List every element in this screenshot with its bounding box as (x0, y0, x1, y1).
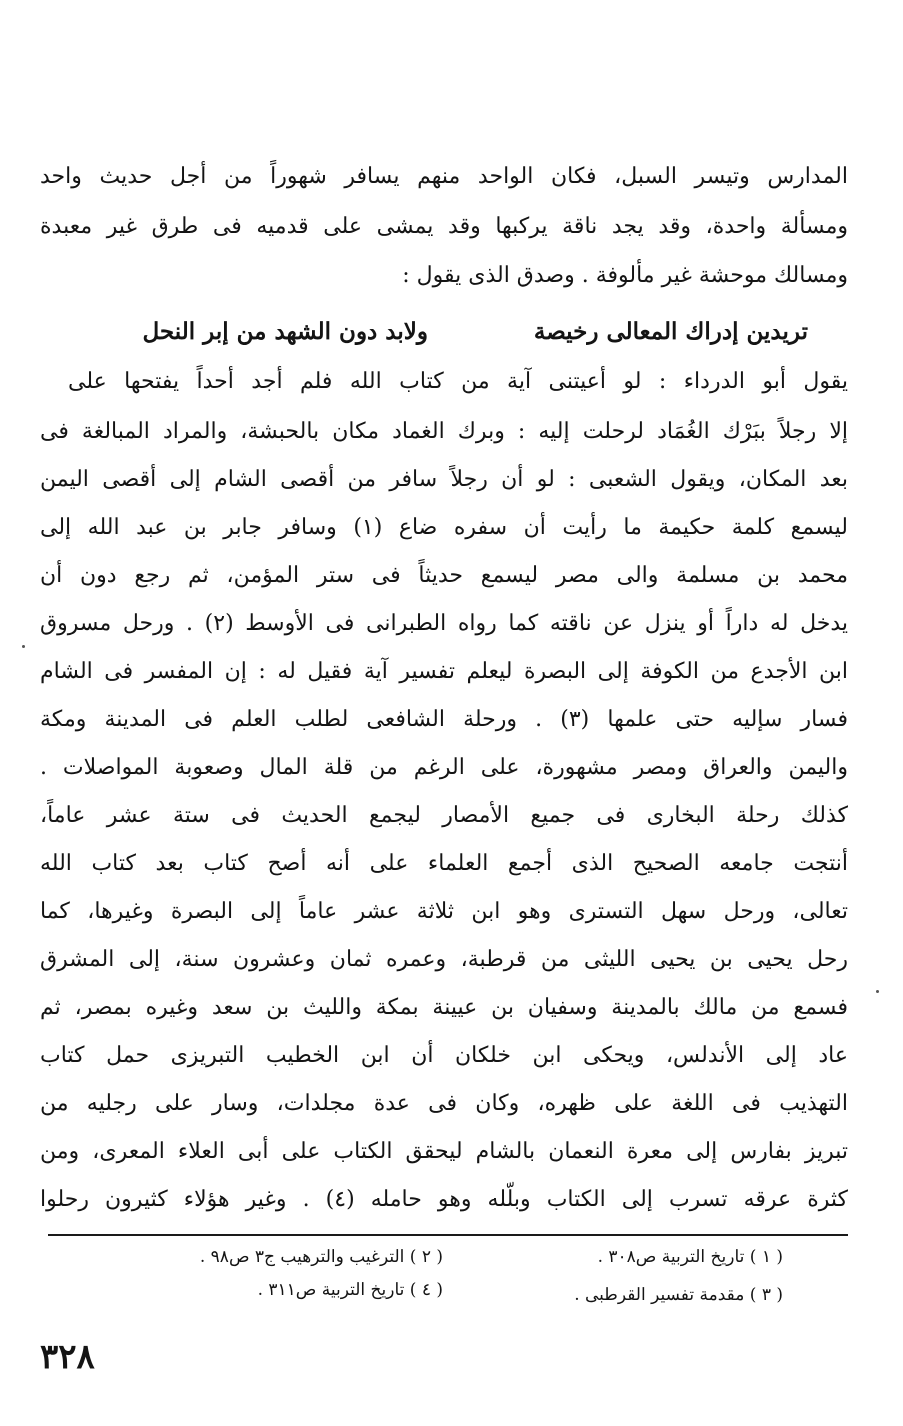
text-line: واليمن والعراق ومصر مشهورة، على الرغم من قلة المال وصعوبة المواصلات . (40, 755, 848, 780)
text-line: التهذيب فى اللغة على ظهره، وكان فى عدة مجلدات، وسار على رجليه من (40, 1091, 848, 1116)
text-line: إلا رجلاً ببَرْك الغُمَاد لرحلت إليه : وبرك الغماد مكان بالحبشة، والمراد المبالغة فى (40, 419, 848, 444)
text-line: فسمع من مالك بالمدينة وسفيان بن عيينة بمكة والليث بن سعد وغيره بمصر، ثم (40, 995, 848, 1020)
scan-speck (22, 645, 25, 648)
text-line: بعد المكان، ويقول الشعبى : لو أن رجلاً سافر من أقصى الشام إلى أقصى اليمن (40, 467, 848, 492)
text-line: تبريز بفارس إلى معرة النعمان بالشام ليحقق الكتاب على أبى العلاء المعرى، ومن (40, 1139, 848, 1164)
footnote-3: ( ٣ ) مقدمة تفسير القرطبى . (574, 1285, 783, 1305)
scan-speck (876, 990, 879, 993)
text-line: فسار سإليه حتى علمها (٣) . ورحلة الشافعى لطلب العلم فى المدينة ومكة (40, 707, 848, 732)
page-number: ٣٢٨ (40, 1337, 95, 1377)
text-line: تعالى، ورحل سهل التسترى وهو ابن ثلاثة عشر عاماً إلى البصرة وغيرها، كما (40, 899, 848, 924)
text-line: أنتجت جامعه الصحيح الذى أجمع العلماء على أنه أصح كتاب بعد كتاب الله (40, 851, 848, 876)
verse-hemistich-first: تريدين إدراك المعالى رخيصة (533, 318, 808, 345)
text-line: ابن الأجدع من الكوفة إلى البصرة ليعلم تفسير آية فقيل له : إن المفسر فى الشام (40, 659, 848, 684)
text-line: كذلك رحلة البخارى فى جميع الأمصار ليجمع الحديث فى ستة عشر عاماً، (40, 803, 848, 828)
text-line: عاد إلى الأندلس، ويحكى ابن خلكان أن ابن الخطيب التبريزى حمل كتاب (40, 1043, 848, 1068)
text-line: المدارس وتيسر السبل، فكان الواحد منهم يسافر شهوراً من أجل حديث واحد (40, 164, 848, 189)
footnote-separator (48, 1234, 848, 1236)
footnote-1: ( ١ ) تاريخ التربية ص٣٠٨ . (597, 1247, 783, 1267)
text-line: ومسالك موحشة غير مألوفة . وصدق الذى يقول : (402, 263, 848, 288)
text-line: ومسألة واحدة، وقد يجد ناقة يركبها وقد يمشى على قدميه فى طرق غير معبدة (40, 214, 848, 239)
text-line: محمد بن مسلمة والى مصر ليسمع حديثاً فى ستر المؤمن، ثم رجع دون أن (40, 563, 848, 588)
text-line: رحل يحيى بن يحيى الليثى من قرطبة، وعمره ثمان وعشرون سنة، إلى المشرق (40, 947, 848, 972)
footnote-2: ( ٢ ) الترغيب والترهيب ج٣ ص٩٨ . (199, 1247, 443, 1267)
footnote-4: ( ٤ ) تاريخ التربية ص٣١١ . (257, 1280, 443, 1300)
text-line: يدخل له داراً أو ينزل عن ناقته كما رواه الطبرانى فى الأوسط (٢) . ورحل مسروق (40, 611, 849, 636)
text-line: يقول أبو الدرداء : لو أعيتنى آية من كتاب الله فلم أجد أحداً يفتحها على (68, 369, 848, 394)
text-line: ليسمع كلمة حكيمة ما رأيت أن سفره ضاع (١) وسافر جابر بن عبد الله إلى (40, 515, 848, 540)
verse-hemistich-second: ولابد دون الشهد من إبر النحل (142, 318, 428, 345)
text-line: كثرة عرقه تسرب إلى الكتاب وبلّله وهو حامله (٤) . وغير هؤلاء كثيرون رحلوا (40, 1187, 849, 1212)
